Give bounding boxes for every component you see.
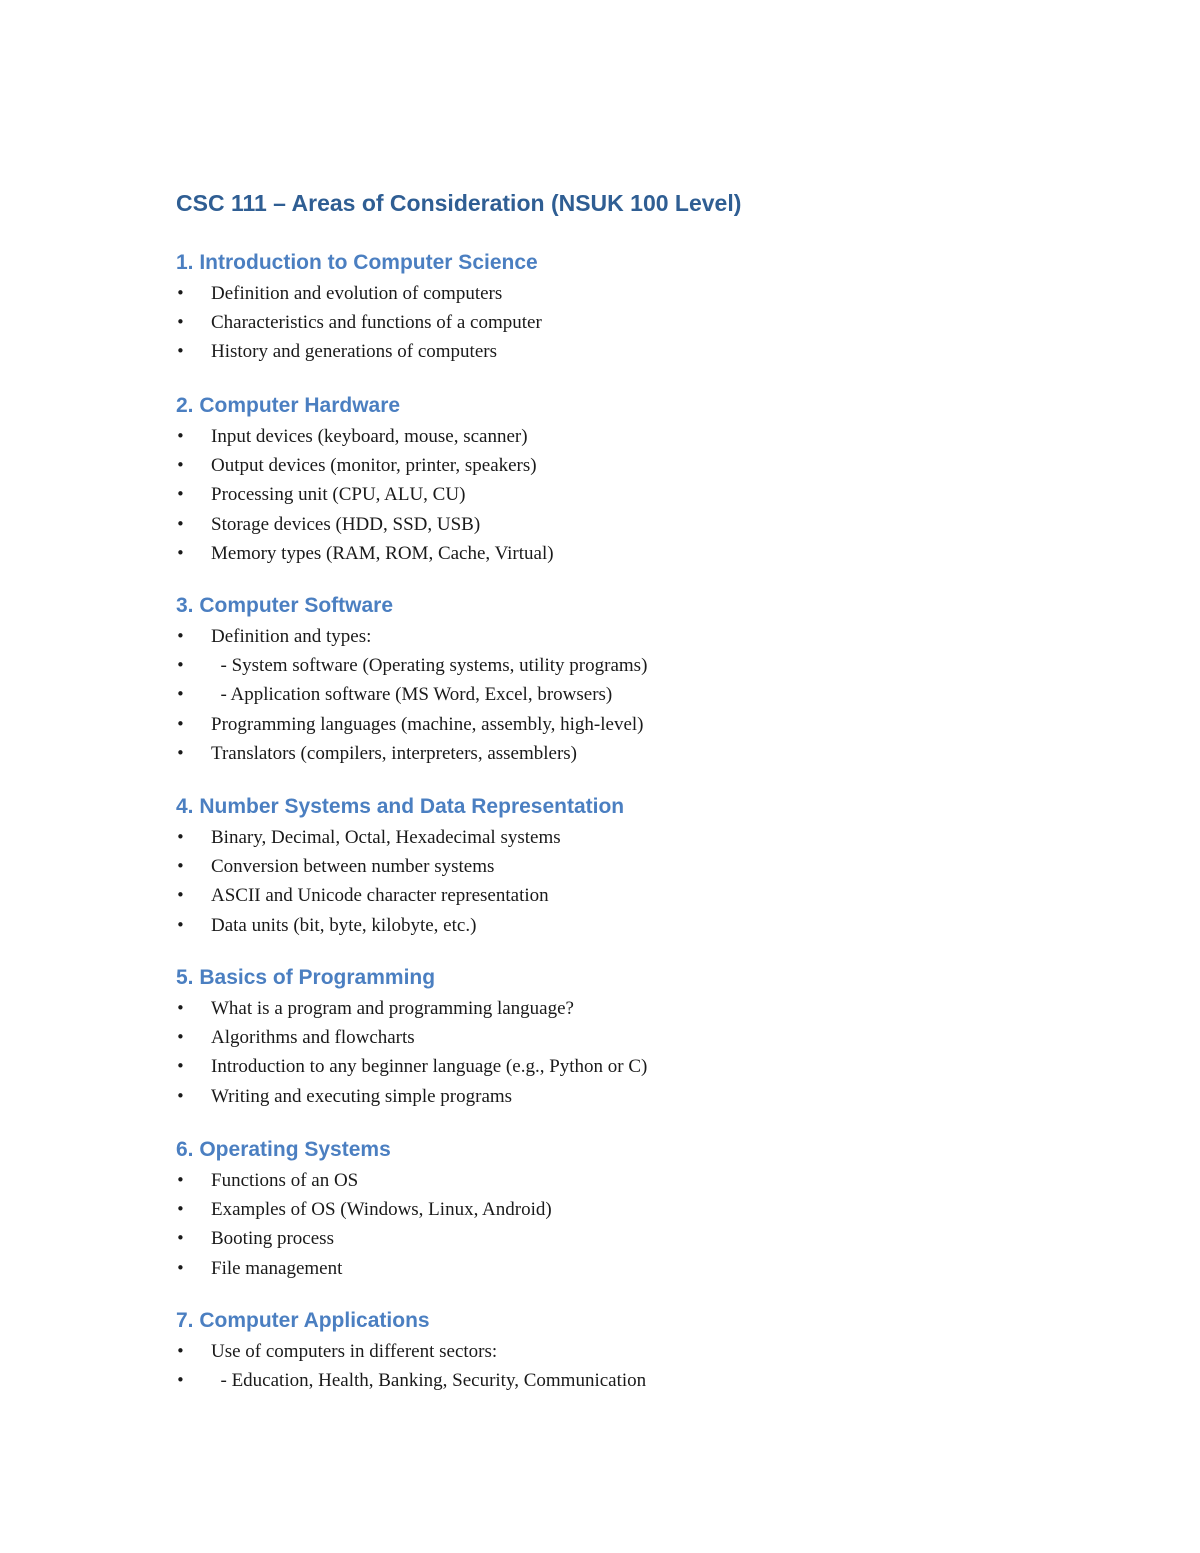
bullet-icon: •	[176, 514, 185, 533]
list-item-text: Characteristics and functions of a computer	[211, 312, 542, 334]
bullet-icon: •	[176, 714, 185, 733]
list-item	[176, 823, 624, 852]
list-item-text: Functions of an OS	[211, 1170, 359, 1191]
bullet-list	[176, 422, 554, 568]
bullet-icon: •	[176, 1057, 185, 1076]
list-item-text: Memory types (RAM, ROM, Cache, Virtual)	[211, 542, 554, 564]
list-item	[176, 852, 624, 881]
bullet-icon: •	[176, 485, 185, 504]
section-heading: 2. Computer Hardware	[176, 394, 401, 417]
bullet-list	[176, 1337, 647, 1395]
list-item	[176, 1254, 391, 1283]
list-item	[176, 1195, 552, 1224]
bullet-icon: •	[176, 1371, 185, 1390]
bullet-icon: •	[176, 828, 185, 846]
list-item-text: File management	[211, 1257, 343, 1279]
list-item-text: Definition and evolution of computers	[211, 283, 503, 304]
list-item	[176, 651, 648, 680]
list-item	[176, 1082, 513, 1111]
bullet-icon: •	[176, 1086, 185, 1105]
document-title: CSC 111 – Areas of Consideration (NSUK 100 Level)	[176, 190, 742, 216]
bullet-icon: •	[176, 1258, 185, 1277]
list-item-text: Definition and types:	[211, 626, 372, 647]
list-item-text: - Education, Health, Banking, Security, Communication	[211, 1370, 647, 1392]
list-item-text: - Application software (MS Word, Excel, browsers)	[211, 684, 613, 706]
list-item-text: Binary, Decimal, Octal, Hexadecimal systems	[211, 827, 561, 848]
bullet-icon: •	[176, 342, 185, 361]
bullet-icon: •	[176, 1171, 185, 1189]
list-item	[176, 451, 537, 480]
section-heading: 7. Computer Applications	[176, 1309, 430, 1332]
bullet-icon: •	[176, 999, 185, 1017]
bullet-icon: •	[176, 427, 185, 445]
list-item	[176, 680, 613, 709]
bullet-list	[176, 823, 624, 940]
list-item	[176, 739, 578, 768]
list-item-text: Processing unit (CPU, ALU, CU)	[211, 484, 466, 506]
list-item	[176, 308, 542, 337]
list-item	[176, 710, 644, 739]
list-item	[176, 539, 554, 568]
list-item	[176, 480, 466, 509]
section	[176, 249, 542, 367]
list-item-text: Input devices (keyboard, mouse, scanner)	[211, 426, 528, 447]
section-heading: 4. Number Systems and Data Representation	[176, 795, 625, 818]
bullet-icon: •	[176, 656, 185, 675]
list-item	[176, 1366, 647, 1395]
list-item-text: Writing and executing simple programs	[211, 1085, 513, 1107]
section-heading: 5. Basics of Programming	[176, 966, 436, 989]
list-item	[176, 1166, 391, 1195]
list-item	[176, 422, 528, 451]
bullet-icon: •	[176, 743, 185, 762]
bullet-icon: •	[176, 886, 185, 905]
section	[176, 1307, 647, 1395]
bullet-icon: •	[176, 857, 185, 876]
list-item	[176, 1023, 435, 1052]
list-item	[176, 279, 538, 308]
list-item-text: Output devices (monitor, printer, speakers)	[211, 455, 537, 477]
bullet-icon: •	[176, 1200, 185, 1219]
list-item	[176, 337, 538, 366]
bullet-icon: •	[176, 1028, 185, 1047]
bullet-icon: •	[176, 313, 185, 332]
list-item-text: Algorithms and flowcharts	[211, 1027, 415, 1049]
list-item-text: Data units (bit, byte, kilobyte, etc.)	[211, 914, 477, 936]
bullet-icon: •	[176, 543, 185, 562]
bullet-icon: •	[176, 915, 185, 934]
bullet-list	[176, 622, 648, 768]
section-heading: 1. Introduction to Computer Science	[176, 251, 538, 274]
list-item	[176, 1337, 498, 1366]
list-item-text: Programming languages (machine, assembly, high-level)	[211, 713, 644, 735]
list-item-text: Translators (compilers, interpreters, assemblers)	[211, 742, 578, 764]
list-item-text: Examples of OS (Windows, Linux, Android)	[211, 1199, 552, 1221]
list-item-text: What is a program and programming language?	[211, 998, 574, 1019]
bullet-list	[176, 1166, 552, 1283]
list-item	[176, 622, 393, 651]
list-item	[176, 994, 574, 1023]
section	[176, 793, 624, 940]
list-item	[176, 1052, 648, 1081]
section	[176, 964, 648, 1111]
section-heading: 6. Operating Systems	[176, 1138, 391, 1161]
bullet-icon: •	[176, 685, 185, 704]
bullet-icon: •	[176, 627, 185, 645]
list-item	[176, 911, 624, 940]
list-item-text: Introduction to any beginner language (e.g., Python or C)	[211, 1056, 648, 1078]
bullet-list	[176, 279, 542, 367]
list-item	[176, 1224, 391, 1253]
section-heading: 3. Computer Software	[176, 594, 394, 617]
bullet-icon: •	[176, 284, 185, 302]
list-item-text: Use of computers in different sectors:	[211, 1341, 498, 1362]
list-item	[176, 510, 481, 539]
list-item-text: - System software (Operating systems, utility programs)	[211, 655, 648, 677]
section	[176, 1136, 552, 1283]
bullet-icon: •	[176, 456, 185, 475]
section	[176, 592, 648, 768]
list-item-text: Conversion between number systems	[211, 856, 495, 878]
list-item-text: ASCII and Unicode character representation	[211, 885, 549, 907]
section	[176, 392, 554, 568]
list-item-text: Storage devices (HDD, SSD, USB)	[211, 513, 481, 535]
list-item	[176, 881, 624, 910]
bullet-list	[176, 994, 648, 1111]
bullet-icon: •	[176, 1342, 185, 1360]
list-item-text: Booting process	[211, 1228, 334, 1250]
list-item-text: History and generations of computers	[211, 341, 497, 363]
bullet-icon: •	[176, 1229, 185, 1248]
